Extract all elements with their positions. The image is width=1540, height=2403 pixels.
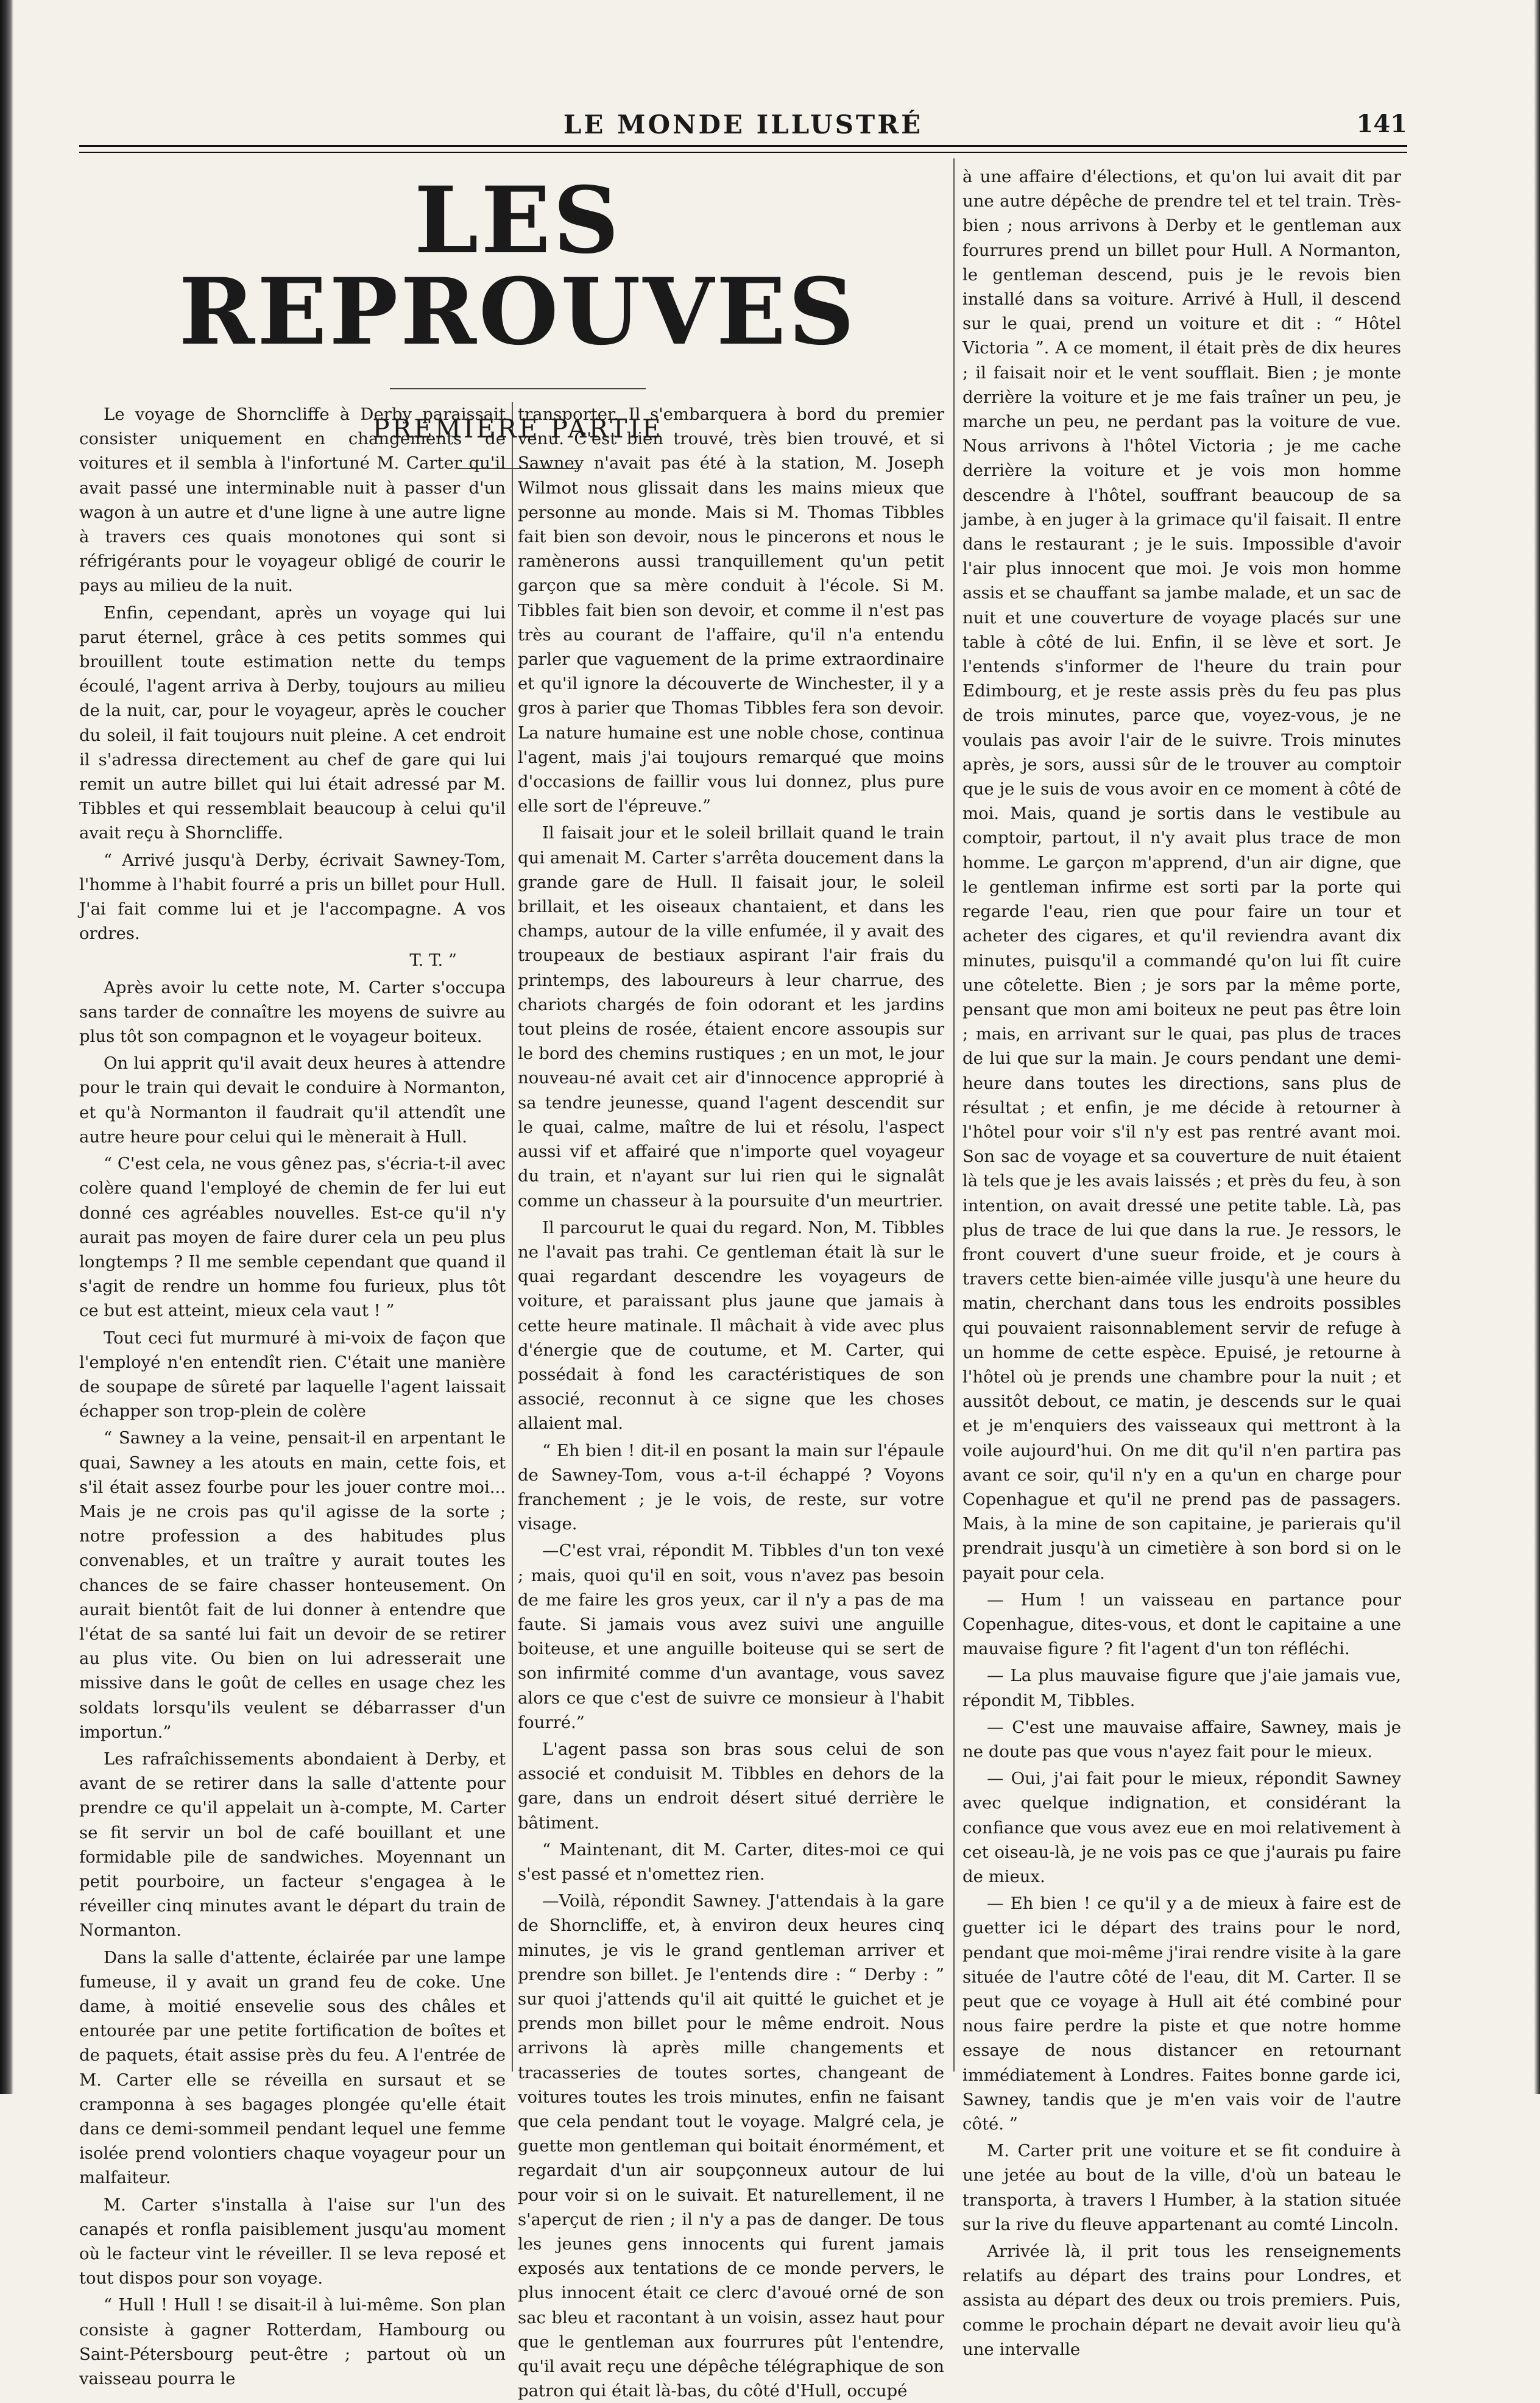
paragraph: “ Arrivé jusqu'à Derby, écrivait Sawney-Tom, l'homme à l'habit fourré a pris un billet pour Hull. J'ai fait comme lui et je l'accompagne. A vos ordres. bbox=[79, 850, 506, 944]
article-title: LES REPROUVES bbox=[178, 167, 857, 366]
paragraph: M. Carter prit une voiture et se fit conduire à une jetée au bout de la ville, d'où un bateau le transporta, à travers l Humber, à la station située sur la rive du fleuve appartenant au comté Lincoln. bbox=[962, 2141, 1401, 2234]
paragraph: Les rafraîchissements abondaient à Derby, et avant de se retirer dans la salle d'attente pour prendre ce qu'il appelait un à-compte, M. Carter se fit servir un bol de café bouillant et une formidable pile de sandwiches. Moyennant un petit pourboire, un facteur s'engagea à le réveiller cinq minutes avant le départ du train de Normanton. bbox=[79, 1749, 506, 1941]
article-title-block bbox=[91, 161, 944, 444]
paragraph: Le voyage de Shorncliffe à Derby paraissait consister uniquement en changements de voitures et il sembla à l'infortuné M. Carter qu'il avait passé une interminable nuit à passer d'un wagon à un autre et d'une ligne à une autre ligne à travers ces quais monotones qui sont si réfrigérants pour le voyageur obligé de courir le pays au milieu de la nuit. bbox=[79, 405, 506, 596]
paragraph: transporter. Il s'embarquera à bord du premier venu. C'est bien trouvé, très bien trouvé, et si Sawney n'avait pas été à la station, M. Joseph Wilmot nous glissait dans les mains mieux que personne au monde. Mais si M. Thomas Tibbles fait bien son devoir, nous le pincerons et nous le ramènerons aussi tranquillement qu'un petit garçon que sa mère conduit à l'école. Si M. Tibbles fait bien son devoir, et comme il n'est pas très au courant de l'affaire, qu'il n'a entendu parler que vaguement de la prime extraordinaire et qu'il ignore la découverte de Winchester, il y a gros à parier que Thomas Tibbles fera son devoir. La nature humaine est une noble chose, continua l'agent, mais j'ai toujours remarqué que moins d'occasions de faillir vous lui donnez, plus pure elle sort de l'épreuve.” bbox=[518, 405, 944, 816]
paragraph: M. Carter s'installa à l'aise sur l'un des canapés et ronfla paisiblement jusqu'au moment où le facteur vint le réveiller. Il se leva reposé et tout dispos pour son voyage. bbox=[79, 2195, 506, 2288]
paragraph: — C'est une mauvaise affaire, Sawney, mais je ne doute pas que vous n'ayez fait pour le mieux. bbox=[962, 1717, 1401, 1761]
text-column-1 bbox=[79, 402, 506, 2389]
column-divider-2 bbox=[953, 158, 955, 2072]
paragraph: Il faisait jour et le soleil brillait quand le train qui amenait M. Carter s'arrêta doucement dans la grande gare de Hull. Il faisait jour, le soleil brillait, et les oiseaux chantaient, et dans les champs, autour de la ville enfumée, il y avait des troupeaux de bestiaux aspirant l'air frais du printemps, des laboureurs à leur charrue, des chariots chargés de foin odorant et les jardins tout pleins de rosée, étaient encore assoupis sur le bord des chemins rustiques ; en un mot, le jour nouveau-né avait cet air d'innocence approprié à sa tendre jeunesse, quand l'agent descendit sur le quai, calme, maître de lui et résolu, l'aspect aussi vif et affairé que n'importe quel voyageur du train, et n'ayant sur lui rien qui le signalât comme un chasseur à la poursuite d'un meurtrier. bbox=[518, 823, 944, 1211]
column-divider-1 bbox=[512, 402, 513, 2072]
running-header bbox=[79, 110, 1407, 146]
publication-title: LE MONDE ILLUSTRÉ bbox=[563, 110, 924, 140]
paragraph: Enfin, cependant, après un voyage qui lui parut éternel, grâce à ces petits sommes qui brouillent toute estimation nette du temps écoulé, l'agent arriva à Derby, toujours au milieu de la nuit, car, pour le voyageur, après le coucher du soleil, il fait toujours nuit pleine. A cet endroit il s'adressa directement au chef de gare qui lui remit un autre billet qui lui était adressé par M. Tibbles et qui ressemblait beaucoup à celui qu'il avait reçu à Shorncliffe. bbox=[79, 603, 506, 843]
text-column-2 bbox=[518, 402, 944, 2401]
paragraph: — Hum ! un vaisseau en partance pour Copenhague, dites-vous, et dont le capitaine a une mauvaise figure ? fit l'agent d'un ton réfléchi. bbox=[962, 1590, 1401, 1659]
header-rule bbox=[79, 145, 1407, 153]
paragraph: Arrivée là, il prit tous les renseignements relatifs au départ des trains pour Londres, et assista au départ des deux ou trois premiers. Puis, comme le prochain départ ne devait avoir lieu qu'à une intervalle bbox=[962, 2242, 1401, 2359]
paragraph: —C'est vrai, répondit M. Tibbles d'un ton vexé ; mais, quoi qu'il en soit, vous n'avez pas besoin de me faire les gros yeux, car il n'y a pas de ma faute. Si jamais vous avez suivi une anguille boiteuse, et une anguille boiteuse qui se sert de son infirmité comme d'un avantage, vous savez alors ce que c'est de suivre ce monsieur à l'habit fourré.” bbox=[518, 1541, 944, 1732]
paragraph: — Eh bien ! ce qu'il y a de mieux à faire est de guetter ici le départ des trains pour le nord, pendant que moi-même j'irai rendre visite à la gare située de l'autre côté de l'eau, dit M. Carter. Il se peut que ce voyage à Hull ait été combiné pour nous faire perdre la piste et que notre homme essaye de nous distancer en retournant immédiatement à Londres. Faites bonne garde ici, Sawney, tandis que je m'en vais voir de l'autre côté. ” bbox=[962, 1894, 1401, 2134]
paragraph: On lui apprit qu'il avait deux heures à attendre pour le train qui devait le conduire à Normanton, et qu'à Normanton il faudrait qu'il attendît une autre heure pour celui qui le mènerait à Hull. bbox=[79, 1053, 506, 1147]
paragraph: “ Eh bien ! dit-il en posant la main sur l'épaule de Sawney-Tom, vous a-t-il échappé ? Voyons franchement ; je le vois, de reste, sur votre visage. bbox=[518, 1440, 944, 1534]
paragraph: — La plus mauvaise figure que j'aie jamais vue, répondit M, Tibbles. bbox=[962, 1666, 1401, 1710]
paragraph: Après avoir lu cette note, M. Carter s'occupa sans tarder de connaître les moyens de suivre au plus tôt son compagnon et le voyageur boiteux. bbox=[79, 977, 506, 1047]
paragraph: à une affaire d'élections, et qu'on lui avait dit par une autre dépêche de prendre tel et tel train. Très-bien ; nous arrivons à Derby et le gentleman aux fourrures prend un billet pour Hull. A Normanton, le gentleman descend, puis je le revois bien installé dans sa voiture. Arrivé à Hull, il descend sur le quai, prend un voiture et dit : “ Hôtel Victoria ”. A ce moment, il était près de dix heures ; il faisait noir et le vent soufflait. Bien ; je monte derrière la voiture et je me fais traîner un peu, je marche un peu, ne perdant pas la voiture de vue. Nous arrivons à l'hôtel Victoria ; je me cache derrière la voiture et je vois mon homme descendre à l'hôtel, souffrant beaucoup de sa jambe, à en juger à la grimace qu'il faisait. Il entre dans le restaurant ; je le suis. Impossible d'avoir l'air plus innocent que moi. Je vois mon homme assis et se chauffant sa jambe malade, et un sac de nuit et une couverture de voyage placés sur une table à côté de lui. Enfin, il se lève et sort. Je l'entends s'informer de l'heure du train pour Edimbourg, et je reste assis près du feu pas plus de trois minutes, parce que, voyez-vous, je ne voulais pas avoir l'air de le suivre. Trois minutes après, je sors, aussi sûr de le trouver au comptoir que je le suis de vous avoir en ce moment à côté de moi. Mais, quand je sortis dans le vestibule au comptoir, partout, il n'y avait plus trace de mon homme. Le garçon m'apprend, d'un air digne, que le gentleman infirme est sorti par la porte qui regarde l'eau, rien que pour faire un tour et acheter des cigares, et qu'il reviendra avant dix minutes, puisqu'il a commandé qu'on lui fît cuire une côtelette. Bien ; je sors par la même porte, pensant que mon ami boiteux ne peut pas être loin ; mais, en arrivant sur le quai, pas plus de traces de lui que sur la main. Je cours pendant une demi-heure dans toutes les directions, sans plus de résultat ; et enfin, je me décide à retourner à l'hôtel pour voir s'il n'y est pas rentré avant moi. Son sac de voyage et sa couverture de nuit étaient là tels que je les avais laissés ; et près du feu, à son intention, on avait dressé une petite table. Là, pas plus de trace de lui que dans la rue. Je ressors, le front couvert d'une sueur froide, et je cours à travers cette bien-aimée ville jusqu'à une heure du matin, cherchant dans tous les endroits possibles qui pouvaient raisonnablement servir de refuge à un homme de cette espèce. Epuisé, je retourne à l'hôtel où je prends une chambre pour la nuit ; et aussitôt debout, ce matin, je descends sur le quai et je m'enquiers des vaisseaux qui mettront à la voile aujourd'hui. On me dit qu'il n'en partira pas avant ce soir, qu'il n'y en a qu'un en charge pour Copenhague et qu'il ne prend pas de passagers. Mais, à la mine de son capitaine, je parierais qu'il prendrait jusqu'à un cimetière à son bord si on le payait pour cela. bbox=[962, 167, 1401, 1583]
signature-line: T. T. ” bbox=[409, 950, 457, 971]
paragraph: Il parcourut le quai du regard. Non, M. Tibbles ne l'avait pas trahi. Ce gentleman était là sur le quai regardant descendre les voyageurs de voiture, et paraissant plus jaune que jamais à cette heure matinale. Il mâchait à vide avec plus d'énergie que de coutume, et M. Carter, qui possédait à fond les caractéristiques de son associé, reconnut à ce signe que les choses allaient mal. bbox=[518, 1217, 944, 1434]
paragraph: “ Maintenant, dit M. Carter, dites-moi ce qui s'est passé et n'omettez rien. bbox=[518, 1839, 944, 1884]
article-part: PREMIERE PARTIE bbox=[372, 414, 663, 444]
page-number: 141 bbox=[1356, 110, 1407, 138]
paragraph: L'agent passa son bras sous celui de son associé et conduisit M. Tibbles en dehors de la gare, dans un endroit désert situé derrière le bâtiment. bbox=[518, 1739, 944, 1833]
title-divider bbox=[390, 388, 646, 389]
paragraph: Dans la salle d'attente, éclairée par une lampe fumeuse, il y avait un grand feu de coke. Une dame, à moitié ensevelie sous des châles et entourée par une petite fortification de boîtes et de paquets, était assise près du feu. A l'entrée de M. Carter elle se réveilla en sursaut et se cramponna à ses bagages plongée qu'elle était dans ce demi-sommeil pendant lequel une femme isolée prend volontiers chaque voyageur pour un malfaiteur. bbox=[79, 1947, 506, 2188]
paragraph: “ C'est cela, ne vous gênez pas, s'écria-t-il avec colère quand l'employé de chemin de fer lui eut donné ces agréables nouvelles. Est-ce qu'il n'y aurait pas moyen de faire durer cela un peu plus longtemps ? Il me semble cependant que quand il s'agit de rendre un homme fou furieux, plus tôt ce but est atteint, mieux cela vaut ! ” bbox=[79, 1154, 506, 1321]
scan-left-edge bbox=[0, 0, 13, 2094]
scan-right-edge bbox=[1534, 0, 1540, 2094]
paragraph: “ Sawney a la veine, pensait-il en arpentant le quai, Sawney a les atouts en main, cette fois, et s'il était assez fourbe pour les jouer contre moi... Mais je ne crois pas qu'il agisse de la sorte ; notre profession a des habitudes plus convenables, et un traître y aurait toutes les chances de se faire chasser honteusement. On aurait bientôt fait de lui donner à entendre que l'état de sa santé lui fait un devoir de se retirer au plus vite. Ou bien on lui adresserait une missive dans le goût de celles en usage chez les soldats lorsqu'ils veulent se débarrasser d'un importun.” bbox=[79, 1428, 506, 1742]
paragraph: “ Hull ! Hull ! se disait-il à lui-même. Son plan consiste à gagner Rotterdam, Hambourg ou Saint-Pétersbourg peut-être ; partout où un vaisseau pourra le bbox=[79, 2295, 506, 2389]
paragraph: Tout ceci fut murmuré à mi-voix de façon que l'employé n'en entendît rien. C'était une manière de soupape de sûreté par laquelle l'agent laissait échapper son trop-plein de colère bbox=[79, 1328, 506, 1421]
paragraph: — Oui, j'ai fait pour le mieux, répondit Sawney avec quelque indignation, et considérant la confiance que vous avez eue en moi relativement à cet oiseau-là, je ne vois pas ce que j'aurais pu faire de mieux. bbox=[962, 1769, 1401, 1887]
paragraph: —Voilà, répondit Sawney. J'attendais à la gare de Shorncliffe, et, à environ deux heures cinq minutes, je vis le grand gentleman arriver et prendre son billet. Je l'entends dire : “ Derby : ” sur quoi j'attends qu'il ait quitté le guichet et je prends mon billet pour le même endroit. Nous arrivons là après mille changements et tracasseries de toutes sortes, changeant de voitures toutes les trois minutes, enfin ne faisant que cela pendant tout le voyage. Malgré cela, je guette mon gentleman qui boitait énormément, et regardait d'un air soupçonneux autour de lui pour voir si on le suivait. Et naturellement, il ne s'aperçut de rien ; il n'y a pas de danger. De tous les jeunes gens innocents qui furent jamais exposés aux tentations de ce monde pervers, le plus innocent était ce clerc d'avoué orné de son sac bleu et racontant à un voisin, assez haut pour que le gentleman aux fourrures pût l'entendre, qu'il avait reçu une dépêche télégraphique de son patron qui était là-bas, du côté d'Hull, occupé bbox=[518, 1891, 944, 2401]
text-column-3 bbox=[962, 165, 1401, 2359]
